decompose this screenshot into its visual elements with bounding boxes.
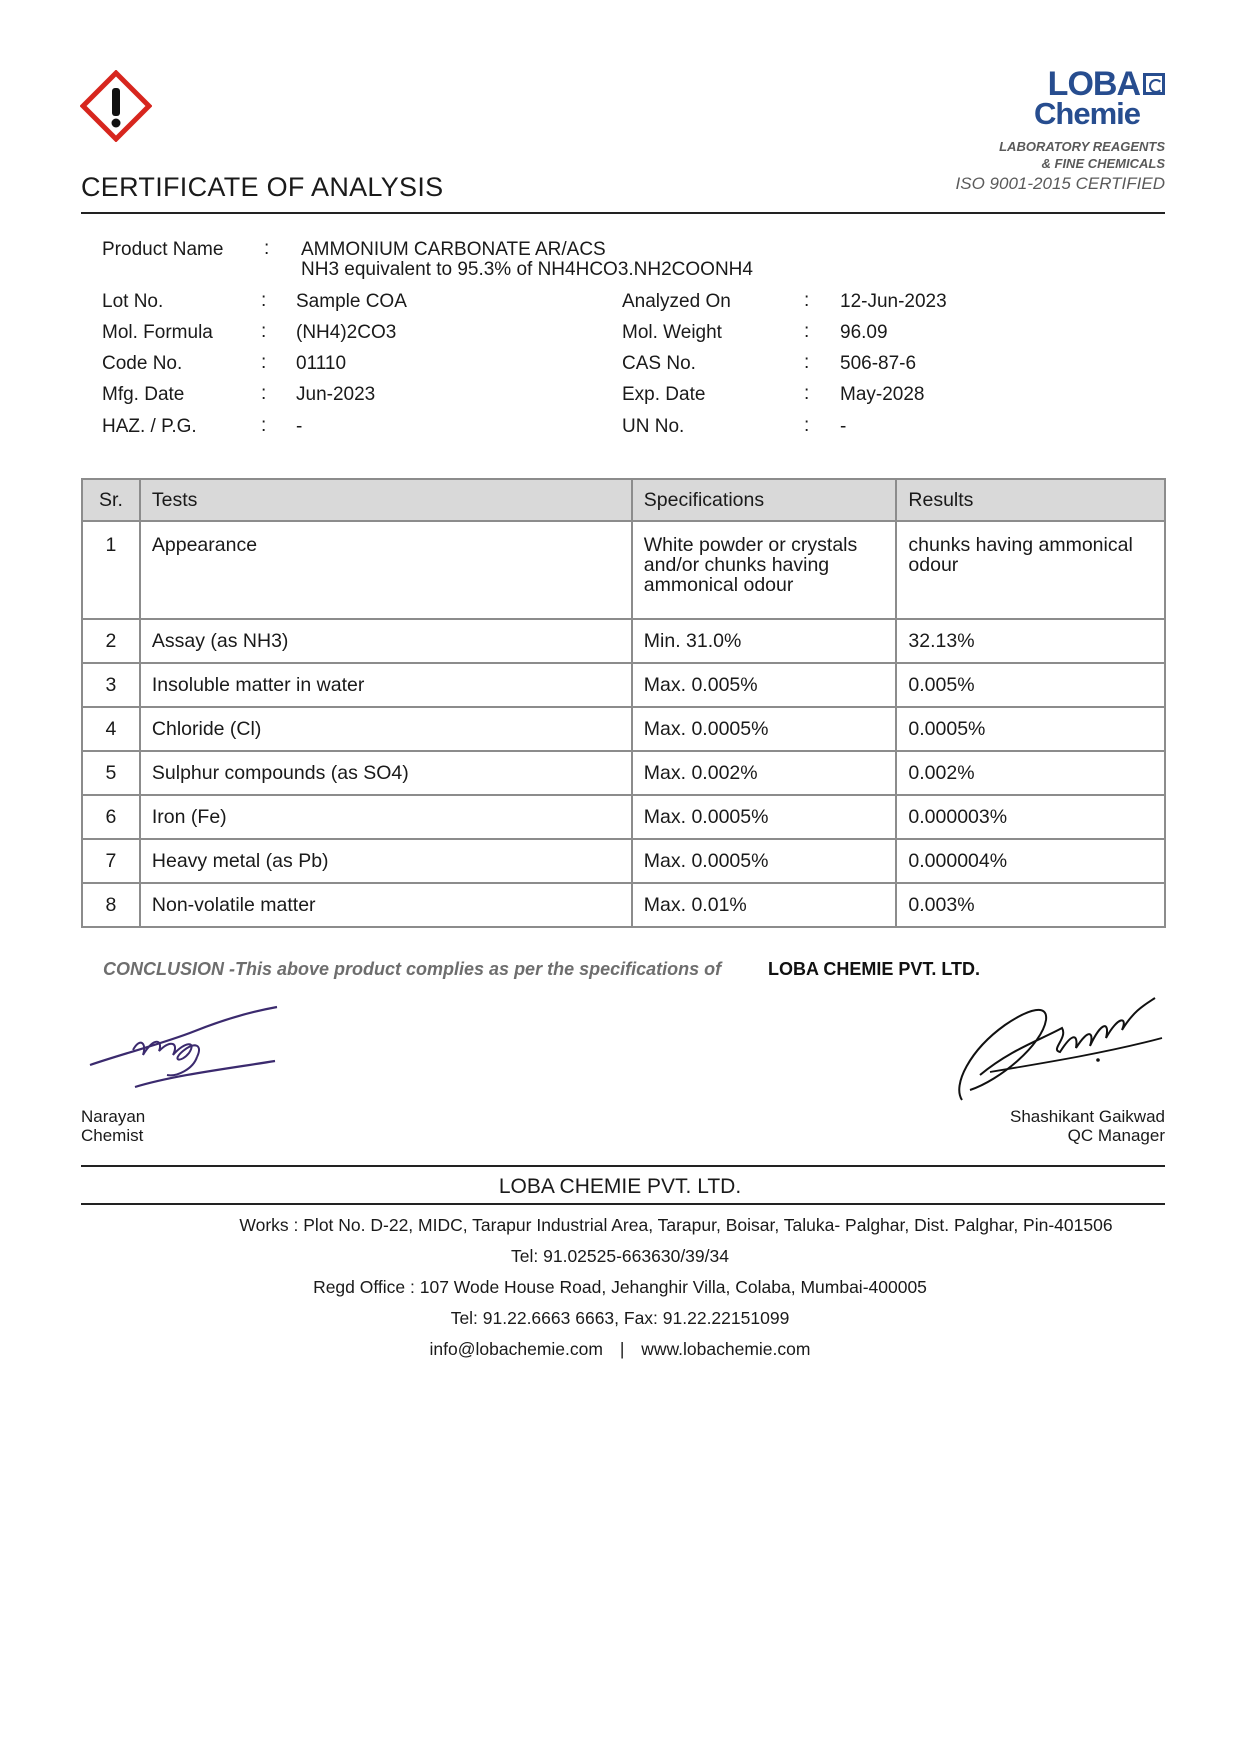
cell-spec: Max. 0.0005% [632, 795, 897, 839]
website-link[interactable]: www.lobachemie.com [641, 1339, 811, 1359]
registered-office-telephone: Tel: 91.22.6663 6663, Fax: 91.22.22151099 [450, 1308, 790, 1328]
registered-office-address: Regd Office : 107 Wode House Road, Jehanghir Villa, Colaba, Mumbai-400005 [313, 1277, 927, 1297]
cas-no-value: 506-87-6 [840, 353, 917, 374]
footer-divider-top [81, 1165, 1165, 1167]
analyzed-on-value: 12-Jun-2023 [840, 291, 947, 312]
table-row [82, 619, 1165, 663]
colon: : [261, 321, 267, 342]
un-no-value: - [840, 416, 847, 437]
product-name-value: AMMONIUM CARBONATE AR/ACS [301, 239, 606, 260]
cell-sr: 8 [82, 883, 140, 927]
chemist-role: Chemist [81, 1126, 144, 1145]
colon: : [261, 290, 267, 311]
haz-pg-label: HAZ. / P.G. [102, 416, 197, 437]
cell-sr: 7 [82, 839, 140, 883]
cell-result: 0.003% [896, 883, 1165, 927]
iso-certification: ISO 9001-2015 CERTIFIED [955, 174, 1165, 193]
colon: : [804, 321, 810, 342]
works-telephone: Tel: 91.02525-663630/39/34 [511, 1246, 729, 1266]
cell-test: Heavy metal (as Pb) [140, 839, 632, 883]
exp-date-label: Exp. Date [622, 384, 706, 405]
cell-test: Sulphur compounds (as SO4) [140, 751, 632, 795]
footer-divider-bottom [81, 1203, 1165, 1205]
table-row [82, 707, 1165, 751]
cell-spec: White powder or crystals and/or chunks having ammonical odour [632, 521, 897, 619]
cell-spec: Max. 0.0005% [632, 707, 897, 751]
cell-result: 0.000003% [896, 795, 1165, 839]
haz-pg-value: - [296, 416, 303, 437]
table-row [82, 663, 1165, 707]
header-results: Results [896, 479, 1165, 521]
product-name-subvalue: NH3 equivalent to 95.3% of NH4HCO3.NH2COONH4 [301, 259, 753, 280]
cell-spec: Max. 0.002% [632, 751, 897, 795]
mol-weight-label: Mol. Weight [622, 322, 722, 343]
cell-result: chunks having ammonical odour [896, 521, 1165, 619]
exclamation-hazard-icon [80, 70, 152, 142]
email-link[interactable]: info@lobachemie.com [429, 1339, 603, 1359]
cell-test: Non-volatile matter [140, 883, 632, 927]
cell-test: Iron (Fe) [140, 795, 632, 839]
un-no-label: UN No. [622, 416, 685, 437]
colon: : [264, 238, 270, 259]
analyzed-on-label: Analyzed On [622, 291, 731, 312]
lot-no-value: Sample COA [296, 291, 407, 312]
lot-no-label: Lot No. [102, 291, 164, 312]
product-name-label: Product Name [102, 239, 224, 260]
table-row [82, 839, 1165, 883]
colon: : [261, 352, 267, 373]
conclusion-company: LOBA CHEMIE PVT. LTD. [768, 959, 981, 979]
contact-line [0, 1339, 1240, 1360]
header-tests: Tests [140, 479, 632, 521]
logo-loba-text: LOBA [1047, 65, 1140, 103]
cell-spec: Max. 0.005% [632, 663, 897, 707]
header-divider [81, 212, 1165, 214]
colon: : [804, 352, 810, 373]
cell-test: Insoluble matter in water [140, 663, 632, 707]
mol-formula-label: Mol. Formula [102, 322, 213, 343]
table-row [82, 751, 1165, 795]
cell-sr: 1 [82, 521, 140, 619]
table-header-row [82, 479, 1165, 521]
qc-manager-role: QC Manager [1067, 1126, 1165, 1145]
code-no-value: 01110 [296, 353, 347, 374]
exp-date-value: May-2028 [840, 384, 925, 405]
chemist-signature [85, 1005, 285, 1100]
cas-no-label: CAS No. [622, 353, 696, 374]
cell-result: 0.005% [896, 663, 1165, 707]
cell-test: Appearance [140, 521, 632, 619]
colon: : [261, 415, 267, 436]
logo-mark-icon [1143, 73, 1165, 95]
cell-spec: Min. 31.0% [632, 619, 897, 663]
qc-manager-signature [950, 990, 1165, 1110]
mol-weight-value: 96.09 [840, 322, 888, 343]
separator: | [619, 1339, 625, 1359]
cell-result: 0.0005% [896, 707, 1165, 751]
conclusion-text: CONCLUSION -This above product complies as per the specifications of [103, 959, 722, 979]
cell-test: Assay (as NH3) [140, 619, 632, 663]
chemist-name: Narayan [81, 1107, 146, 1126]
table-row [82, 521, 1165, 619]
colon: : [261, 383, 267, 404]
header-sr: Sr. [82, 479, 140, 521]
cell-sr: 6 [82, 795, 140, 839]
logo-tagline-1: LABORATORY REAGENTS [999, 139, 1165, 154]
cell-sr: 5 [82, 751, 140, 795]
footer-company-name: LOBA CHEMIE PVT. LTD. [498, 1175, 742, 1198]
table-row [82, 795, 1165, 839]
works-address: Works : Plot No. D-22, MIDC, Tarapur Industrial Area, Tarapur, Boisar, Taluka- Palghar, Dist. Palghar, Pin-401506 [239, 1215, 1113, 1235]
logo-chemie-text: Chemie [1034, 96, 1140, 131]
cell-sr: 3 [82, 663, 140, 707]
colon: : [804, 383, 810, 404]
mfg-date-value: Jun-2023 [296, 384, 376, 405]
logo-tagline-2: & FINE CHEMICALS [1041, 156, 1165, 171]
table-row [82, 883, 1165, 927]
cell-test: Chloride (Cl) [140, 707, 632, 751]
cell-spec: Max. 0.0005% [632, 839, 897, 883]
mol-formula-value: (NH4)2CO3 [296, 322, 397, 343]
colon: : [804, 290, 810, 311]
qc-manager-name: Shashikant Gaikwad [1010, 1107, 1165, 1126]
cell-result: 0.000004% [896, 839, 1165, 883]
code-no-label: Code No. [102, 353, 183, 374]
cell-sr: 4 [82, 707, 140, 751]
company-logo [965, 65, 1165, 172]
colon: : [804, 415, 810, 436]
mfg-date-label: Mfg. Date [102, 384, 185, 405]
tests-table [81, 478, 1166, 928]
cell-spec: Max. 0.01% [632, 883, 897, 927]
cell-sr: 2 [82, 619, 140, 663]
cell-result: 32.13% [896, 619, 1165, 663]
document-title: CERTIFICATE OF ANALYSIS [81, 172, 444, 202]
header-specifications: Specifications [632, 479, 897, 521]
cell-result: 0.002% [896, 751, 1165, 795]
